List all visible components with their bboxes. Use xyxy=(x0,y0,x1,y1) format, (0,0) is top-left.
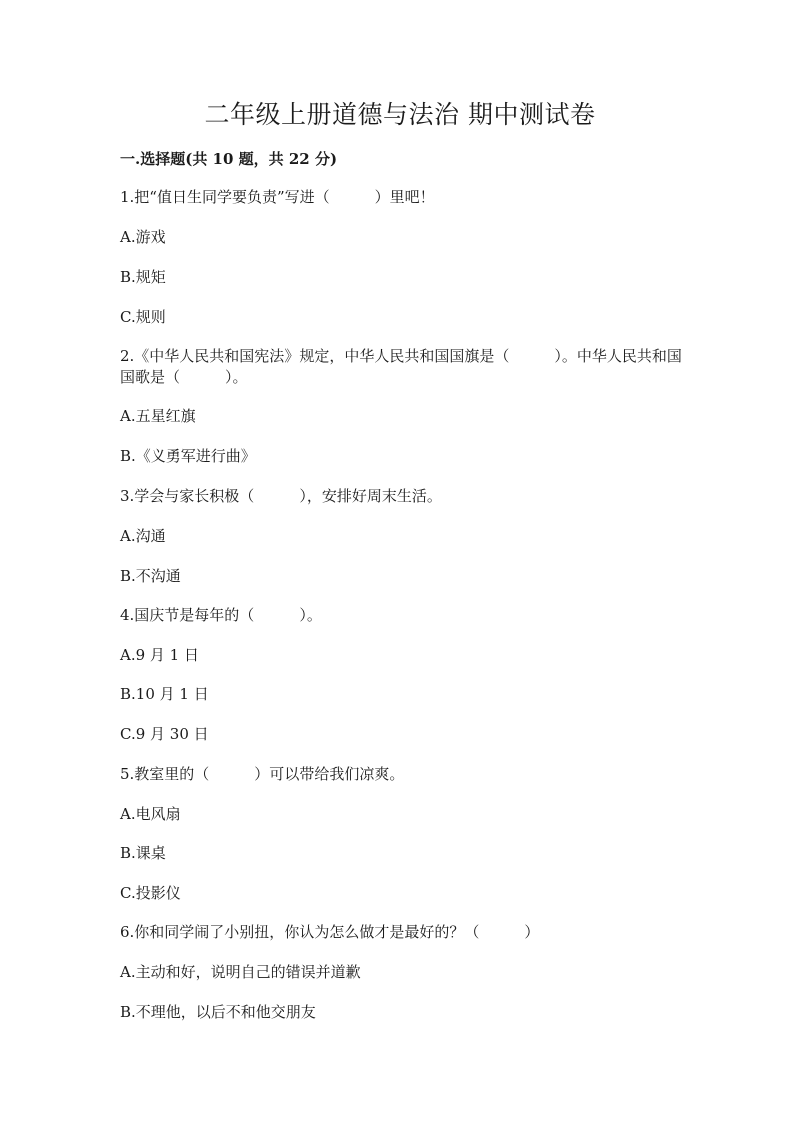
question-1-option-b: B.规矩 xyxy=(120,268,166,286)
question-5-option-a: A.电风扇 xyxy=(120,805,181,823)
question-6-option-a: A.主动和好，说明自己的错误并道歉 xyxy=(120,963,361,981)
page-title: 二年级上册道德与法治 期中测试卷 xyxy=(204,100,596,129)
question-3-text: 3.学会与家长积极（ ），安排好周末生活。 xyxy=(120,487,442,505)
question-5-text: 5.教室里的（ ）可以带给我们凉爽。 xyxy=(120,765,405,783)
question-3-option-b: B.不沟通 xyxy=(120,567,181,585)
question-3-option-a: A.沟通 xyxy=(120,527,166,545)
question-2-text: 2.《中华人民共和国宪法》规定，中华人民共和国国旗是（ ）。中华人民共和国国歌是（ ）。 xyxy=(120,347,682,386)
question-1-text: 1.把“值日生同学要负责”写进（ ）里吧！ xyxy=(120,188,435,206)
question-4-option-b: B.10 月 1 日 xyxy=(120,685,209,703)
question-4-option-c: C.9 月 30 日 xyxy=(120,725,209,743)
question-1-option-a: A.游戏 xyxy=(120,228,166,246)
question-6-text: 6.你和同学闹了小别扭，你认为怎么做才是最好的？（ ） xyxy=(120,923,540,941)
question-4-option-a: A.9 月 1 日 xyxy=(120,646,199,664)
question-2-option-a: A.五星红旗 xyxy=(120,407,196,425)
question-5-option-c: C.投影仪 xyxy=(120,884,181,902)
question-5-option-b: B.课桌 xyxy=(120,844,166,862)
question-2-option-b: B.《义勇军进行曲》 xyxy=(120,447,256,465)
section-heading: 一.选择题(共 10 题，共 22 分) xyxy=(120,150,338,168)
question-4-text: 4.国庆节是每年的（ ）。 xyxy=(120,606,322,624)
question-6-option-b: B.不理他，以后不和他交朋友 xyxy=(120,1003,316,1021)
question-1-option-c: C.规则 xyxy=(120,308,166,326)
